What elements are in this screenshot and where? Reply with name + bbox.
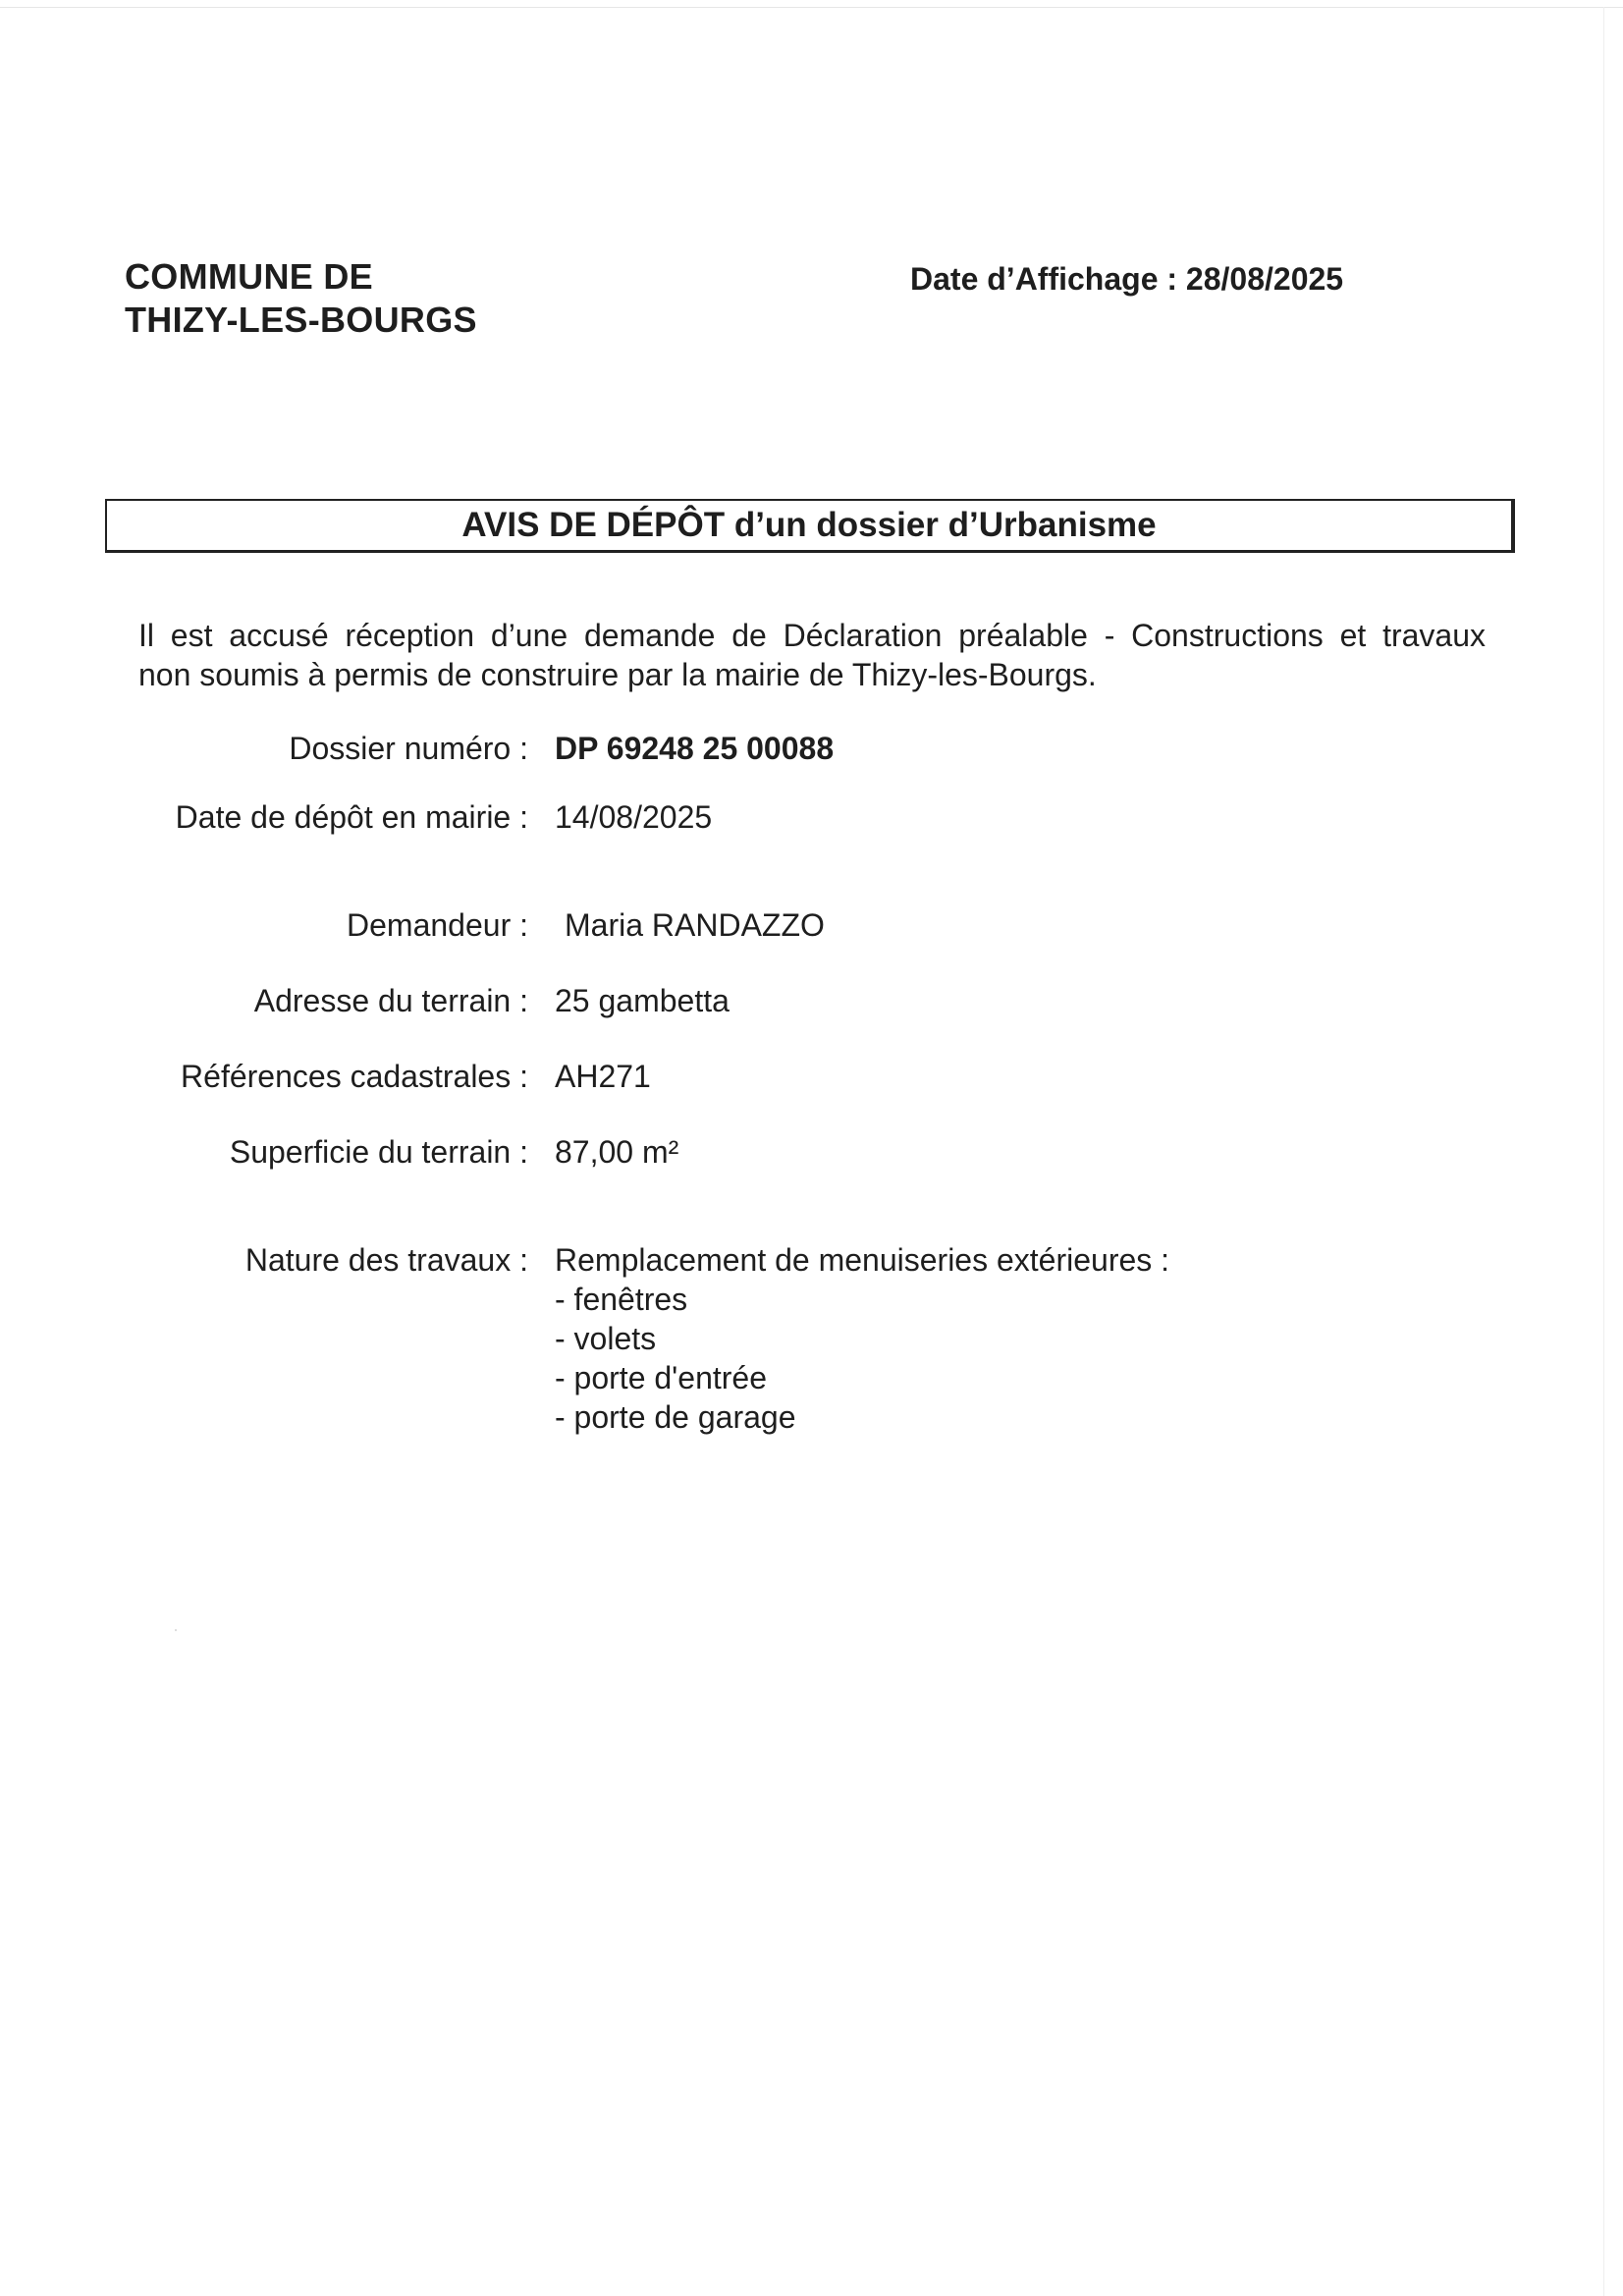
date-depot-value: 14/08/2025: [555, 799, 713, 835]
intro-paragraph: [138, 616, 1486, 694]
nature-line: - fenêtres: [555, 1282, 688, 1317]
superficie-label: Superficie du terrain :: [229, 1134, 528, 1170]
demandeur-value: Maria RANDAZZO: [565, 907, 825, 943]
commune-name: [125, 255, 477, 342]
title-box: [105, 499, 1515, 553]
page-top-edge: [0, 7, 1623, 8]
nature-label: Nature des travaux :: [244, 1242, 528, 1278]
date-affichage: Date d’Affichage : 28/08/2025: [910, 261, 1344, 297]
nature-line: - porte d'entrée: [555, 1360, 768, 1395]
commune-line-2: THIZY-LES-BOURGS: [125, 300, 477, 340]
intro-line-1: Il est accusé réception d’une demande de Déclaration préalable - Constructions et travaux: [138, 618, 1486, 653]
cadastre-value: AH271: [555, 1059, 651, 1094]
superficie-value: 87,00 m²: [555, 1134, 679, 1170]
nature-line: Remplacement de menuiseries extérieures :: [555, 1242, 1170, 1278]
intro-line-2: non soumis à permis de construire par la mairie de Thizy-les-Bourgs.: [138, 657, 1097, 692]
document-title: AVIS DE DÉPÔT d’un dossier d’Urbanisme: [461, 506, 1157, 544]
dossier-label: Dossier numéro :: [289, 731, 528, 766]
adresse-value: 25 gambetta: [555, 983, 730, 1018]
date-depot-label: Date de dépôt en mairie :: [175, 799, 528, 835]
adresse-label: Adresse du terrain :: [253, 983, 528, 1018]
nature-value: [555, 1240, 1169, 1437]
demandeur-label: Demandeur :: [347, 907, 528, 943]
commune-line-1: COMMUNE DE: [125, 256, 373, 297]
scan-speck: [175, 1629, 177, 1631]
dossier-value: DP 69248 25 00088: [555, 731, 835, 766]
nature-line: - volets: [555, 1321, 657, 1356]
cadastre-label: Références cadastrales :: [181, 1059, 528, 1094]
nature-line: - porte de garage: [555, 1399, 796, 1435]
page-right-edge: [1603, 7, 1604, 2296]
